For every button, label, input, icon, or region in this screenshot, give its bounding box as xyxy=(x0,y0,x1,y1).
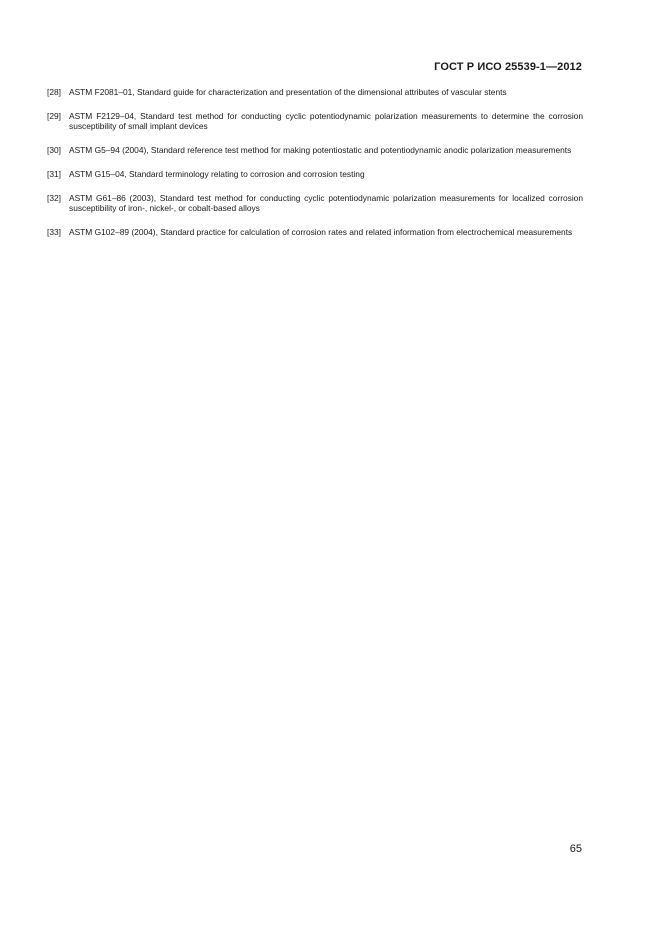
document-header: ГОСТ Р ИСО 25539-1—2012 xyxy=(434,61,582,73)
reference-item xyxy=(47,169,583,179)
reference-number: [29] xyxy=(47,110,61,121)
reference-text: ASTM F2081–01, Standard guide for characterization and presentation of the dimensional attributes of vascular stents xyxy=(69,87,507,97)
bibliography-list xyxy=(47,87,583,251)
reference-item xyxy=(47,227,583,237)
reference-number: [30] xyxy=(47,145,61,155)
reference-text: ASTM G5–94 (2004), Standard reference test method for making potentiostatic and potentiodynamic anodic polarization measurements xyxy=(69,145,572,155)
reference-text: ASTM F2129–04, Standard test method for conducting cyclic potentiodynamic polarization measurements to determine the corrosion susceptibility of small implant devices xyxy=(69,110,583,132)
reference-item xyxy=(47,111,583,132)
reference-number: [31] xyxy=(47,168,61,179)
reference-number: [32] xyxy=(47,192,61,203)
reference-item xyxy=(47,87,583,97)
page-number: 65 xyxy=(569,843,582,855)
reference-number: [28] xyxy=(47,87,61,97)
reference-item xyxy=(47,145,583,155)
reference-text: ASTM G102–89 (2004), Standard practice for calculation of corrosion rates and related information from electrochemical measurements xyxy=(69,226,573,237)
reference-text: ASTM G61–86 (2003), Standard test method for conducting cyclic potentiodynamic polarization measurements for localized corrosion susceptibility of iron-, nickel-, or cobalt-based alloys xyxy=(69,192,583,213)
reference-item xyxy=(47,193,583,214)
reference-text: ASTM G15–04, Standard terminology relating to corrosion and corrosion testing xyxy=(69,168,365,179)
reference-number: [33] xyxy=(47,226,61,237)
